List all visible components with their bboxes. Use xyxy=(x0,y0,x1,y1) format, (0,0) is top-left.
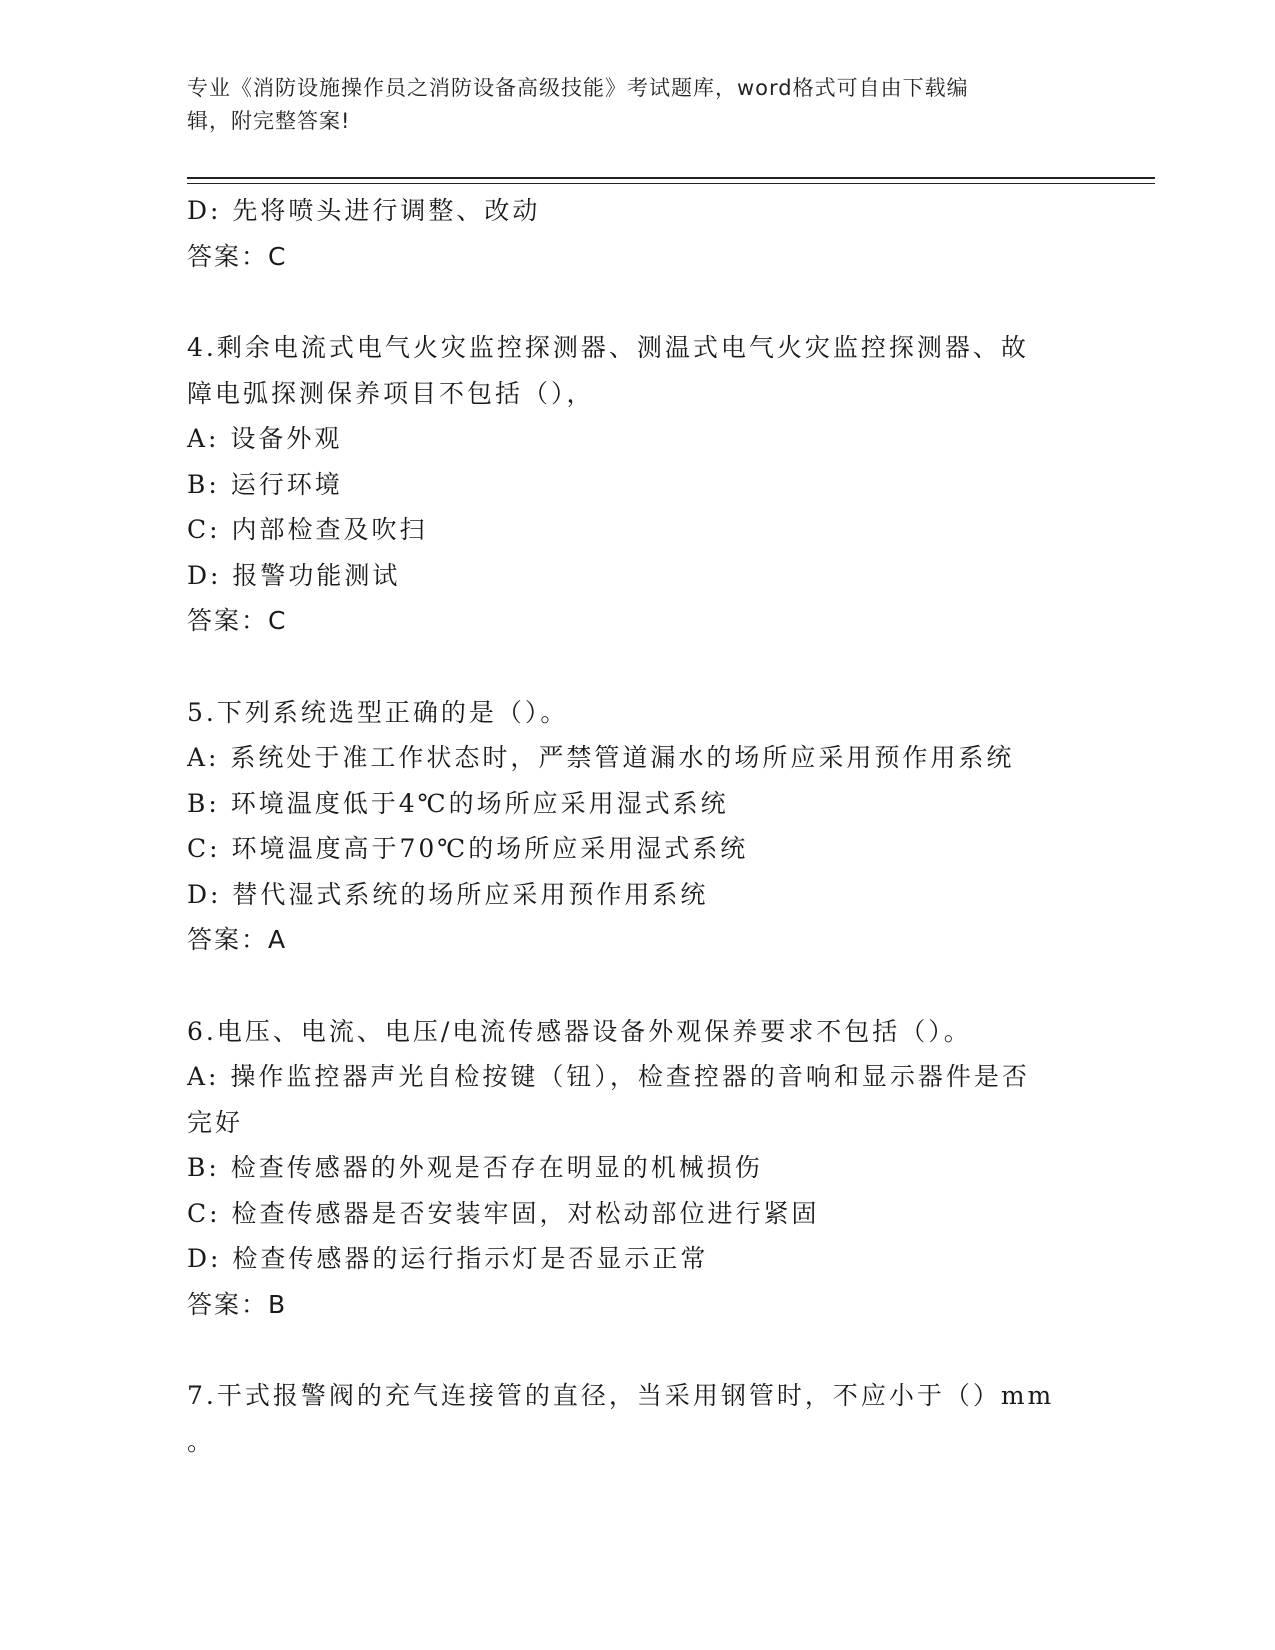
q6-option-a-line-2: 完好 xyxy=(187,1107,244,1137)
spacer xyxy=(187,1327,1087,1373)
q5-option-c: C: 环境温度高于70℃的场所应采用湿式系统 xyxy=(187,834,749,863)
q6-answer: 答案：B xyxy=(187,1289,288,1319)
question-4 xyxy=(187,325,1087,644)
q4-stem-line-2: 障电弧探测保养项目不包括（）， xyxy=(187,378,595,408)
spacer xyxy=(187,279,1087,325)
question-6 xyxy=(187,1009,1087,1328)
header-rule-thick xyxy=(187,177,1155,179)
header-line-1: 专业《消防设施操作员之消防设备高级技能》考试题库，word格式可自由下载编 xyxy=(187,76,969,100)
question-5 xyxy=(187,690,1087,963)
q5-option-a: A: 系统处于准工作状态时，严禁管道漏水的场所应采用预作用系统 xyxy=(187,743,1015,772)
q4-option-b: B: 运行环境 xyxy=(187,469,343,499)
q4-option-d: D: 报警功能测试 xyxy=(187,560,401,590)
question-3-tail xyxy=(187,188,1087,279)
q4-option-c: C: 内部检查及吹扫 xyxy=(187,515,428,544)
q6-option-c: C: 检查传感器是否安装牢固，对松动部位进行紧固 xyxy=(187,1198,820,1228)
q7-stem-line-1: 7.干式报警阀的充气连接管的直径，当采用钢管时，不应小于（）mm xyxy=(187,1381,1055,1410)
q4-answer: 答案：C xyxy=(187,606,288,635)
q5-stem: 5.下列系统选型正确的是（）。 xyxy=(187,697,569,727)
q6-option-b: B: 检查传感器的外观是否存在明显的机械损伤 xyxy=(187,1153,763,1182)
q5-option-d: D: 替代湿式系统的场所应采用预作用系统 xyxy=(187,879,709,909)
question-list xyxy=(187,188,1087,1464)
q5-option-b: B: 环境温度低于4℃的场所应采用湿式系统 xyxy=(187,788,729,818)
spacer xyxy=(187,644,1087,690)
header-line-2: 辑，附完整答案! xyxy=(187,109,351,133)
q3-option-d: D: 先将喷头进行调整、改动 xyxy=(187,196,541,225)
q6-option-d: D: 检查传感器的运行指示灯是否显示正常 xyxy=(187,1244,709,1273)
q7-stem-line-2: 。 xyxy=(187,1426,216,1456)
header-rule-thin xyxy=(187,183,1155,184)
document-header xyxy=(187,72,1087,138)
q3-answer: 答案：C xyxy=(187,241,288,271)
q5-answer: 答案：A xyxy=(187,925,288,954)
q4-option-a: A: 设备外观 xyxy=(187,424,343,453)
spacer xyxy=(187,963,1087,1009)
q6-stem: 6.电压、电流、电压/电流传感器设备外观保养要求不包括（）。 xyxy=(187,1016,972,1046)
question-7 xyxy=(187,1373,1087,1464)
q4-stem-line-1: 4.剩余电流式电气火灾监控探测器、测温式电气火灾监控探测器、故 xyxy=(187,333,1029,362)
q6-option-a-line-1: A: 操作监控器声光自检按键（钮），检查控器的音响和显示器件是否 xyxy=(187,1062,1030,1091)
